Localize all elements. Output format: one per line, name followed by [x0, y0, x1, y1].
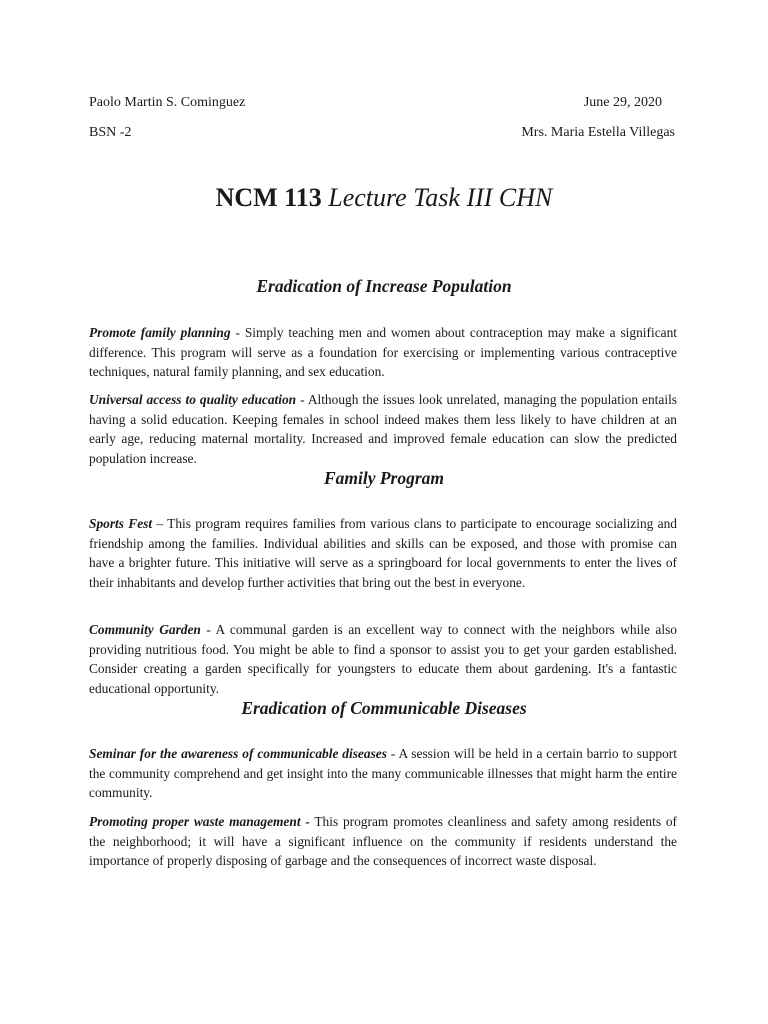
section-heading-communicable-diseases: Eradication of Communicable Diseases: [241, 698, 527, 718]
paragraph-sports-fest: [89, 514, 677, 592]
instructor-name: Mrs. Maria Estella Villegas: [521, 125, 675, 140]
header-row-1: [89, 94, 675, 112]
paragraph-body: - A session will be held in a certain barrio to support the community comprehend and get insight into the many communicable illnesses that might harm the entire community.: [89, 746, 677, 801]
section-heading-family-program: Family Program: [323, 468, 445, 488]
paragraph-community-garden: [89, 620, 677, 698]
paragraph-lead: Universal access to quality education: [89, 392, 297, 408]
paragraph-lead: Promoting proper waste management -: [89, 814, 310, 830]
paragraph-body: - Although the issues look unrelated, managing the population entails having a solid education. Keeping females in school indeed makes them less likely to have children at an early age, reducing maternal mortality. Increased and improved female education can slow the predicted population increase.: [89, 392, 677, 466]
title-task-name: Lecture Task III CHN: [328, 183, 553, 212]
section-heading-population: Eradication of Increase Population: [256, 276, 512, 296]
paragraph-quality-education: [89, 390, 677, 468]
paragraph-body: - A communal garden is an excellent way to connect with the neighbors while also providing nutritious food. You might be able to find a sponsor to assist you to get your garden established. Consider creating a garden specifically for youngsters to educate them about gardening. It's a fantastic educational opportunity.: [89, 622, 678, 696]
paragraph-family-planning: [89, 323, 677, 381]
paragraph-body: - Simply teaching men and women about contraception may make a significant difference. This program will serve as a foundation for exercising or implementing various contraceptive techniques, natural family planning, and sex education.: [89, 325, 677, 380]
author-name: Paolo Martin S. Cominguez: [89, 95, 246, 110]
paragraph-lead: Community Garden: [89, 622, 201, 638]
title-course-code: NCM 113: [215, 183, 322, 212]
header-row-2: [89, 124, 675, 142]
student-section: BSN -2: [89, 125, 132, 140]
document-title: [0, 180, 768, 216]
paragraph-seminar: [89, 744, 677, 802]
paragraph-lead: Seminar for the awareness of communicable diseases: [89, 746, 387, 762]
paragraph-lead: Sports Fest: [89, 516, 153, 532]
paragraph-lead: Promote family planning: [89, 325, 231, 341]
document-date: June 29, 2020: [583, 95, 662, 110]
paragraph-waste-management: [89, 812, 677, 870]
paragraph-body: This program promotes cleanliness and safety among residents of the neighborhood; it will have a significant influence on the community if residents understand the importance of properly disposing of garbage and the consequences of incorrect waste disposal.: [89, 814, 677, 869]
paragraph-body: – This program requires families from various clans to participate to encourage socializing and friendship among the families. Individual abilities and skills can be exposed, and those with promise can have a brighter future. This initiative will serve as a springboard for local governments to enter the lives of their inhabitants and develop further activities that bring out the best in everyone.: [89, 516, 677, 590]
